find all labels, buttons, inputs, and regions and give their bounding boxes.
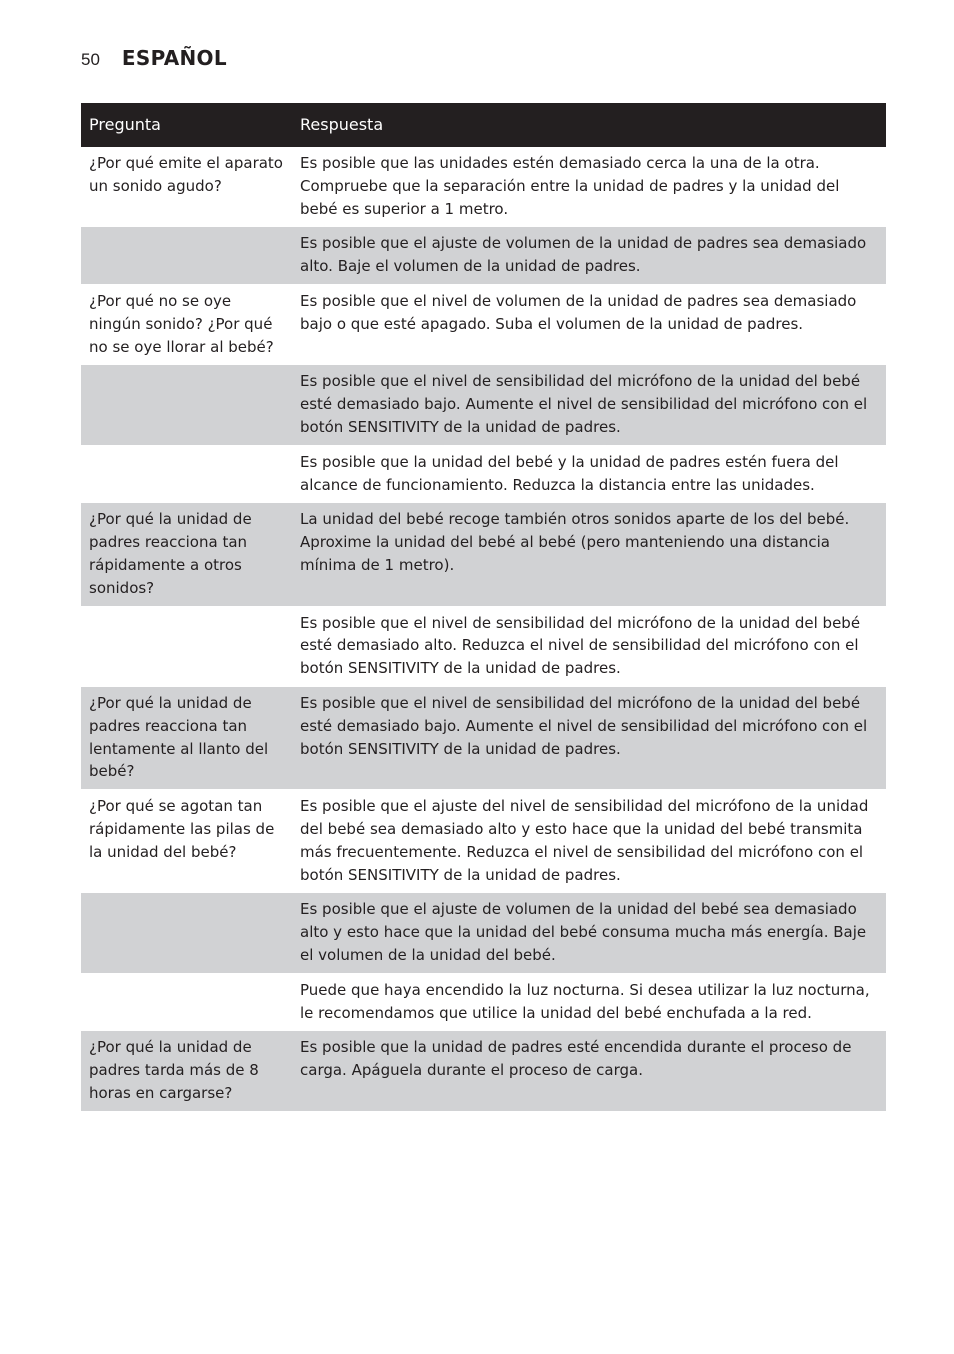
answer-cell: Es posible que el ajuste de volumen de la unidad de padres sea demasiado alto. Baje el volumen de la unidad de padres. — [292, 227, 886, 285]
faq-table-body — [81, 147, 886, 1111]
question-cell — [81, 227, 292, 285]
table-row — [81, 227, 886, 285]
question-cell — [81, 365, 292, 445]
faq-table — [81, 103, 886, 1112]
table-row — [81, 606, 886, 686]
answer-cell: Es posible que la unidad del bebé y la unidad de padres estén fuera del alcance de funcionamiento. Reduzca la distancia entre las unidades. — [292, 445, 886, 503]
table-header-row — [81, 103, 886, 147]
table-row — [81, 893, 886, 973]
column-header-question: Pregunta — [81, 103, 292, 147]
question-cell: ¿Por qué la unidad de padres tarda más de 8 horas en cargarse? — [81, 1031, 292, 1111]
answer-cell: Es posible que el nivel de volumen de la unidad de padres sea demasiado bajo o que esté apagado. Suba el volumen de la unidad de padres. — [292, 284, 886, 364]
table-row — [81, 365, 886, 445]
question-cell: ¿Por qué emite el aparato un sonido agudo? — [81, 147, 292, 227]
section-title: ESPAÑOL — [121, 46, 227, 70]
question-cell: ¿Por qué no se oye ningún sonido? ¿Por qué no se oye llorar al bebé? — [81, 284, 292, 364]
table-row — [81, 445, 886, 503]
question-cell — [81, 973, 292, 1031]
answer-cell: Es posible que el ajuste del nivel de sensibilidad del micrófono de la unidad del bebé sea demasiado alto y esto hace que la unidad del bebé transmita más frecuentemente. Reduzca el nivel de sensibilidad del micrófono con el botón SENSITIVITY de la unidad de padres. — [292, 790, 886, 893]
answer-cell: La unidad del bebé recoge también otros sonidos aparte de los del bebé. Aproxime la unidad del bebé al bebé (pero manteniendo una distancia mínima de 1 metro). — [292, 503, 886, 606]
answer-cell: Es posible que el ajuste de volumen de la unidad del bebé sea demasiado alto y esto hace que la unidad del bebé consuma mucha más energía. Baje el volumen de la unidad del bebé. — [292, 893, 886, 973]
table-row — [81, 147, 886, 227]
answer-cell: Es posible que el nivel de sensibilidad del micrófono de la unidad del bebé esté demasiado bajo. Aumente el nivel de sensibilidad del micrófono con el botón SENSITIVITY de la unidad de padres. — [292, 365, 886, 445]
table-row — [81, 790, 886, 893]
question-cell — [81, 893, 292, 973]
question-cell — [81, 445, 292, 503]
question-cell: ¿Por qué la unidad de padres reacciona tan rápidamente a otros sonidos? — [81, 503, 292, 606]
question-cell: ¿Por qué la unidad de padres reacciona tan lentamente al llanto del bebé? — [81, 686, 292, 789]
answer-cell: Es posible que la unidad de padres esté encendida durante el proceso de carga. Apáguela durante el proceso de carga. — [292, 1031, 886, 1111]
table-row — [81, 284, 886, 364]
table-row — [81, 503, 886, 606]
table-row — [81, 973, 886, 1031]
answer-cell: Es posible que el nivel de sensibilidad del micrófono de la unidad del bebé esté demasiado alto. Reduzca el nivel de sensibilidad del micrófono con el botón SENSITIVITY de la unidad de padres. — [292, 606, 886, 686]
answer-cell: Es posible que el nivel de sensibilidad del micrófono de la unidad del bebé esté demasiado bajo. Aumente el nivel de sensibilidad del micrófono con el botón SENSITIVITY de la unidad de padres. — [292, 686, 886, 789]
answer-cell: Es posible que las unidades estén demasiado cerca la una de la otra. Compruebe que la separación entre la unidad de padres y la unidad del bebé es superior a 1 metro. — [292, 147, 886, 227]
table-row — [81, 1031, 886, 1111]
page-header — [81, 46, 227, 76]
question-cell: ¿Por qué se agotan tan rápidamente las pilas de la unidad del bebé? — [81, 790, 292, 893]
answer-cell: Puede que haya encendido la luz nocturna. Si desea utilizar la luz nocturna, le recomendamos que utilice la unidad del bebé enchufada a la red. — [292, 973, 886, 1031]
question-cell — [81, 606, 292, 686]
column-header-answer: Respuesta — [292, 103, 886, 147]
page-number: 50 — [81, 50, 100, 69]
table-row — [81, 686, 886, 789]
